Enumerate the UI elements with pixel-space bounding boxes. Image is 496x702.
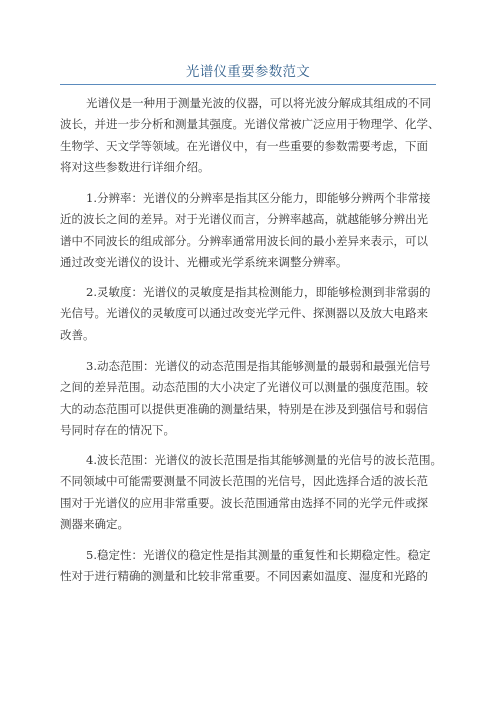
text-line: 围对于光谱仪的应用非常重要。波长范围通常由选择不同的光学元件或探 (60, 495, 428, 510)
text-line: 近的波长之间的差异。对于光谱仪而言，分辨率越高，就越能够分辨出光 (60, 212, 428, 227)
paragraph-stability (60, 545, 444, 588)
paragraph-resolution (60, 188, 444, 273)
text-line: 5.稳定性：光谱仪的稳定性是指其测量的重复性和长期稳定性。稳定 (86, 548, 431, 562)
text-line: 不同领域中可能需要测量不同波长范围的光信号，因此选择合适的波长范 (60, 474, 428, 489)
text-line: 1.分辨率：光谱仪的分辨率是指其区分能力，即能够分辨两个非常接 (86, 191, 431, 205)
paragraph-dynamic-range (60, 356, 444, 441)
text-line: 光谱仪是一种用于测量光波的仪器，可以将光波分解成其组成的不同 (86, 96, 431, 110)
text-line: 性对于进行精确的测量和比较非常重要。不同因素如温度、湿度和光路的 (60, 569, 428, 584)
paragraph-intro (60, 93, 444, 178)
text-line: 号同时存在的情况下。 (60, 422, 175, 437)
text-line: 测器来确定。 (60, 516, 129, 531)
text-line: 生物学、天文学等领域。在光谱仪中，有一些重要的参数需要考虑，下面 (60, 138, 428, 153)
paragraph-sensitivity (60, 282, 444, 346)
text-line: 4.波长范围：光谱仪的波长范围是指其能够测量的光信号的波长范围。 (86, 453, 442, 467)
text-line: 谱中不同波长的组成部分。分辨率通常用波长间的最小差异来表示，可以 (60, 233, 428, 248)
text-line: 将对这些参数进行详细介绍。 (60, 159, 210, 174)
text-line: 波长，并进一步分析和测量其强度。光谱仪常被广泛应用于物理学、化学、 (60, 117, 440, 132)
text-line: 光信号。光谱仪的灵敏度可以通过改变光学元件、探测器以及放大电路来 (60, 306, 428, 321)
text-line: 改善。 (60, 327, 95, 342)
page-title: 光谱仪重要参数范文 (185, 64, 311, 80)
title-divider (60, 84, 436, 85)
text-line: 3.动态范围：光谱仪的动态范围是指其能够测量的最弱和最强光信号 (86, 359, 431, 373)
paragraph-wavelength-range (60, 450, 444, 535)
text-line: 2.灵敏度：光谱仪的灵敏度是指其检测能力，即能够检测到非常弱的 (86, 285, 431, 299)
text-line: 大的动态范围可以提供更准确的测量结果，特别是在涉及到强信号和弱信 (60, 401, 428, 416)
text-line: 之间的差异范围。动态范围的大小决定了光谱仪可以测量的强度范围。较 (60, 380, 428, 395)
text-line: 通过改变光谱仪的设计、光栅或光学系统来调整分辨率。 (60, 254, 348, 269)
